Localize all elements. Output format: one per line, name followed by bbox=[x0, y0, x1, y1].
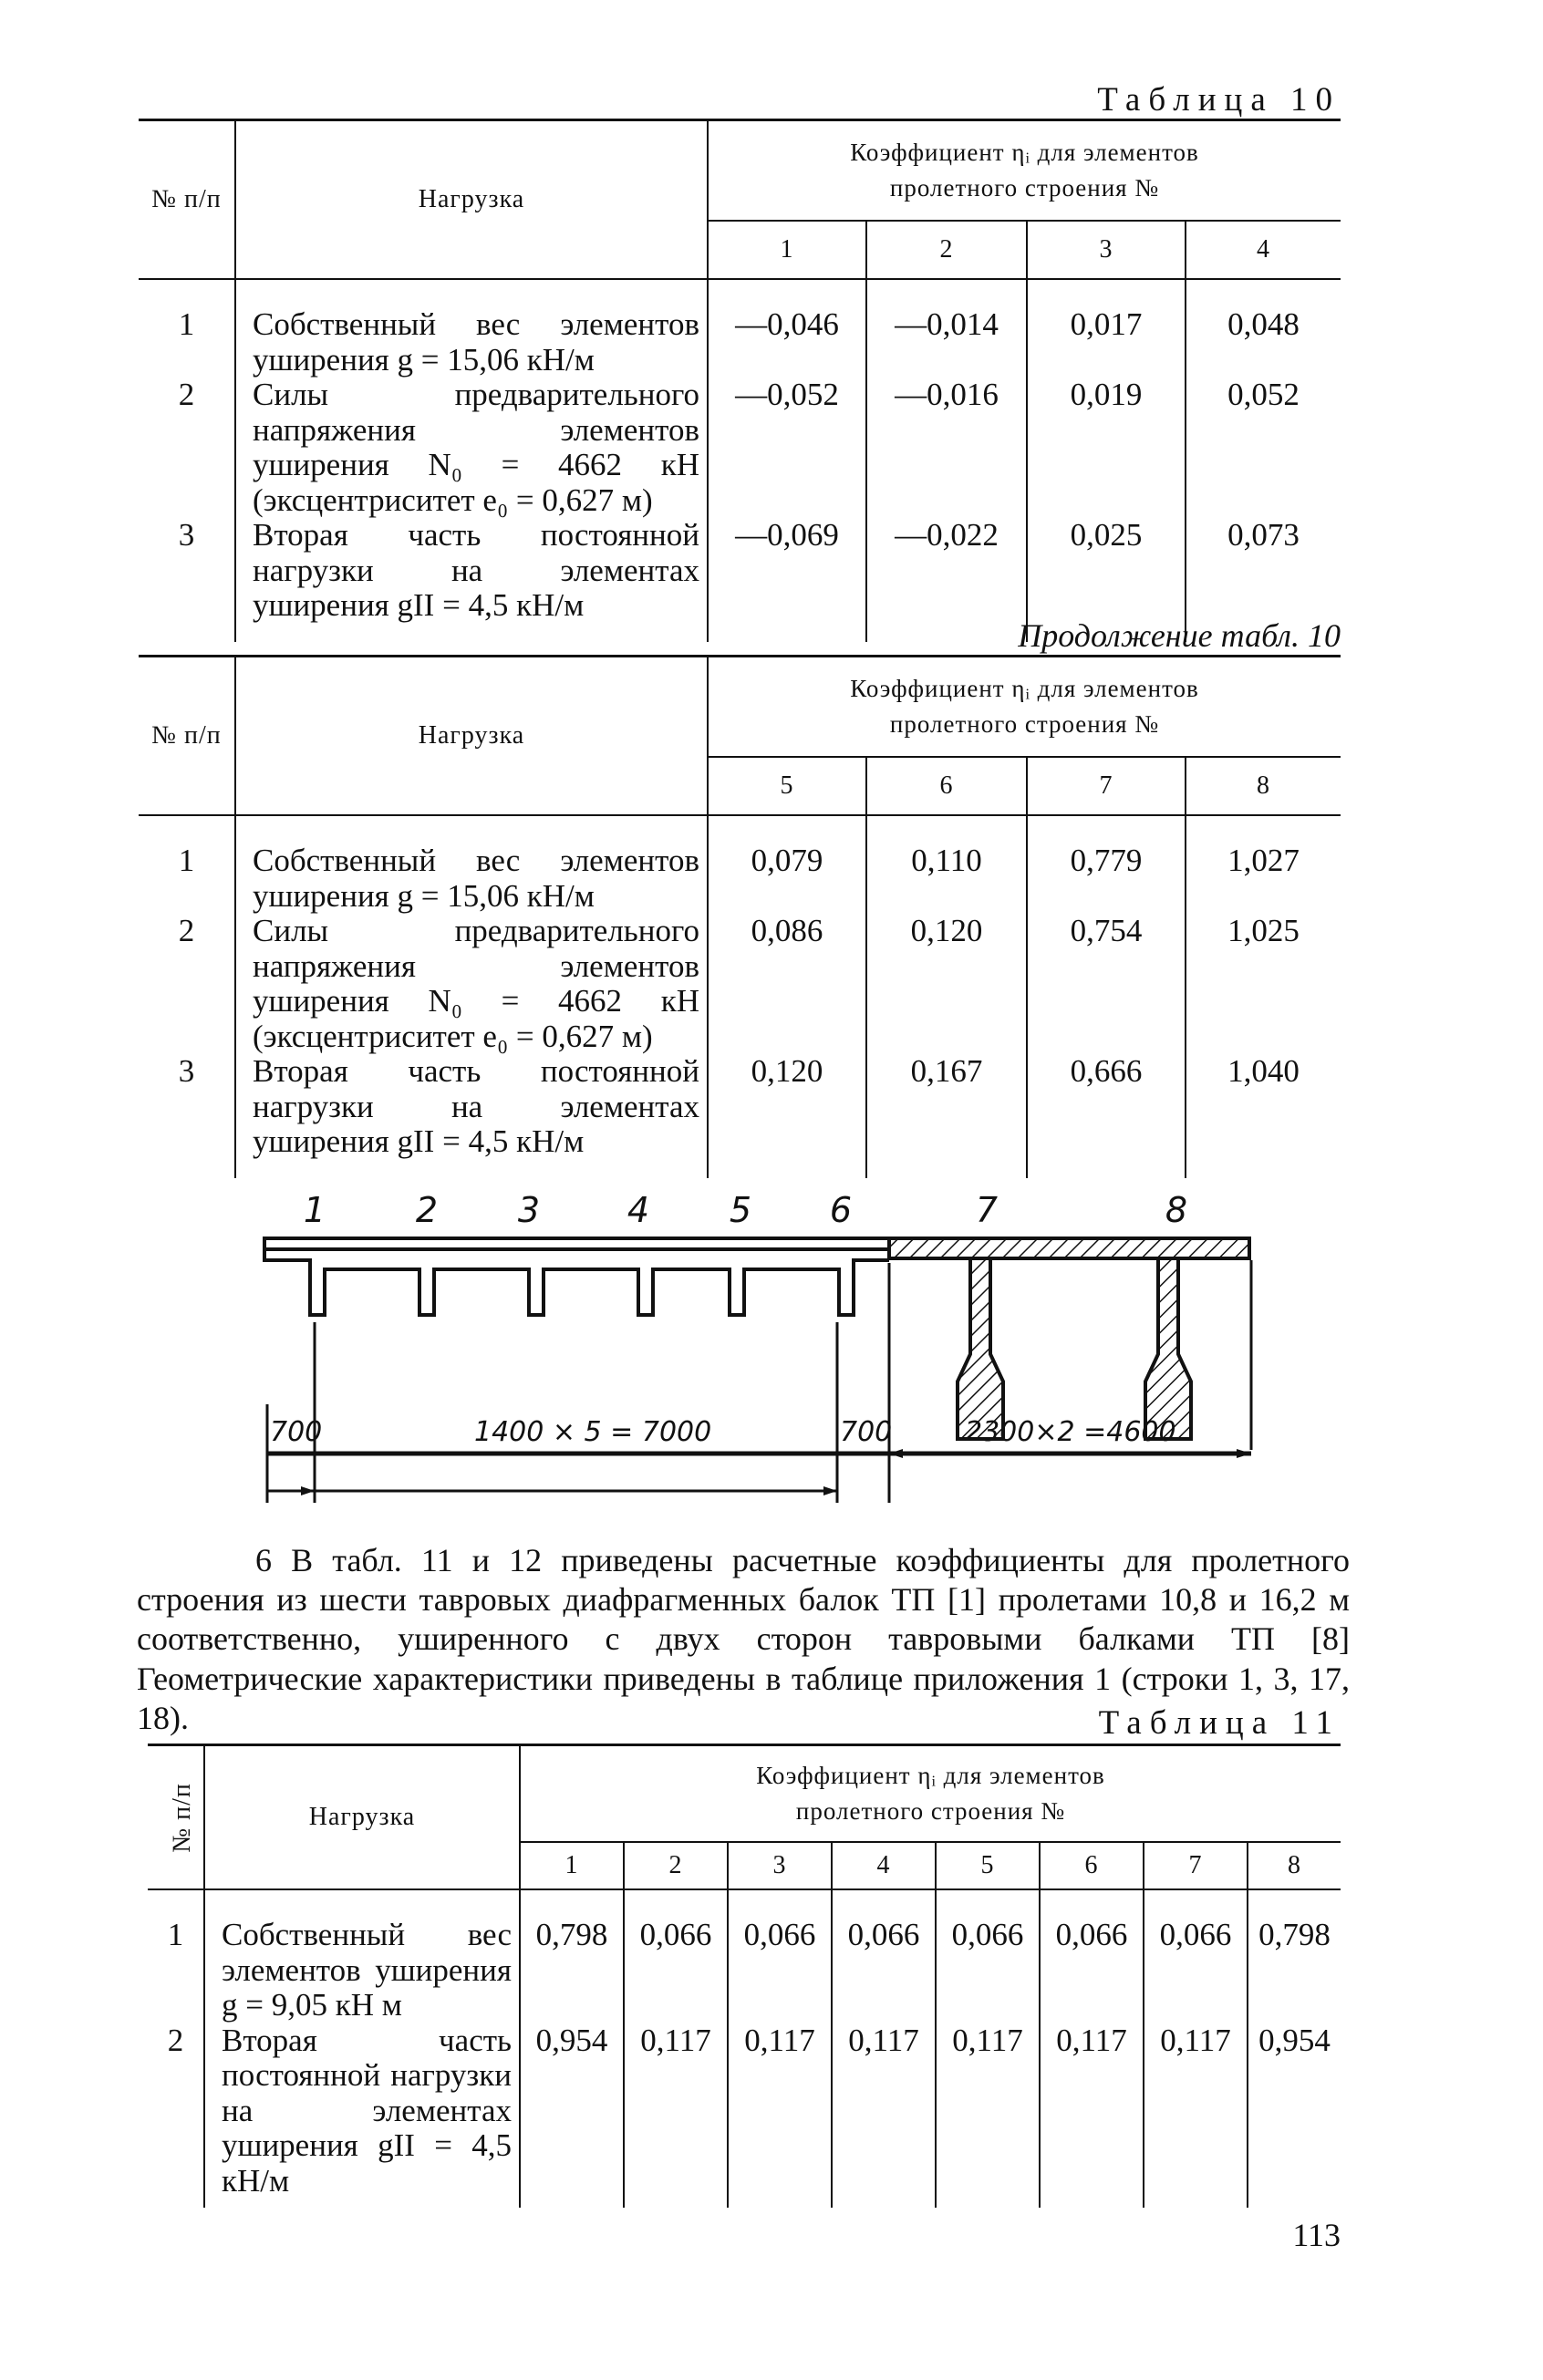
existing-deck-outline bbox=[264, 1238, 889, 1315]
cell-value: 0,754 bbox=[1027, 914, 1186, 1054]
cell-value: 0,120 bbox=[866, 914, 1027, 1054]
row-load: Собственный вес элементов уширения g = 9,05 кН м bbox=[204, 1889, 520, 2023]
table-row bbox=[139, 815, 1341, 914]
row-load: Силы предварительного напряжения элементов уширения N₀ = 4662 кН (эксцентриситет e₀ = 0,627 м) bbox=[235, 914, 708, 1054]
table-10-continued bbox=[139, 655, 1341, 1178]
cell-value: 0,117 bbox=[1040, 2023, 1144, 2209]
table-row bbox=[139, 914, 1341, 1054]
cell-value: 0,025 bbox=[1027, 518, 1186, 642]
dimension-lines bbox=[267, 1260, 1251, 1503]
dim-right-label: 700 bbox=[840, 1416, 893, 1448]
cell-value: 0,066 bbox=[624, 1889, 728, 2023]
cell-value: 0,666 bbox=[1027, 1054, 1186, 1178]
element-label: 8 bbox=[1165, 1190, 1188, 1230]
table-11-header-no: № п/п bbox=[148, 1745, 204, 1890]
cell-value: 0,052 bbox=[1186, 378, 1341, 518]
table-10c-header-load: Нагрузка bbox=[235, 657, 708, 816]
table-10c-header-no: № п/п bbox=[139, 657, 235, 816]
cell-value: 0,779 bbox=[1027, 815, 1186, 914]
cell-value: 0,120 bbox=[708, 1054, 866, 1178]
cell-value: 0,066 bbox=[832, 1889, 936, 2023]
row-number: 2 bbox=[178, 377, 195, 412]
table-11-col: 7 bbox=[1144, 1842, 1248, 1889]
row-load: Вторая часть постоянной нагрузки на элементах уширения gII = 4,5 кН/м bbox=[235, 518, 708, 642]
table-10c-col-6: 6 bbox=[866, 757, 1027, 815]
table-11-col: 1 bbox=[520, 1842, 624, 1889]
table-10-header-coef: Коэффициент ηᵢ для элементов пролетного строения № bbox=[708, 120, 1341, 222]
row-load: Вторая часть постоянной нагрузки на элементах уширения gII = 4,5 кН/м bbox=[235, 1054, 708, 1178]
element-label: 7 bbox=[975, 1190, 999, 1230]
cell-value: 1,027 bbox=[1186, 815, 1341, 914]
table-11-col: 5 bbox=[936, 1842, 1040, 1889]
row-number: 1 bbox=[178, 306, 195, 342]
table-10-continued-caption: Продолжение табл. 10 bbox=[1018, 617, 1341, 654]
cell-value: 0,110 bbox=[866, 815, 1027, 914]
body-paragraph: 6 В табл. 11 и 12 приведены расчетные коэффициенты для пролетного строения из шести тавровых диафрагменных балок ТП [1] пролетами 10,8 и 16,2 м соответственно, уширенного с двух сторон тавровыми балками ТП [8] Геометрические характеристики приведены в таблице приложения 1 (строки 1, 3, 17, 18). bbox=[137, 1542, 1350, 1736]
table-11-col: 8 bbox=[1248, 1842, 1341, 1889]
table-10-caption: Таблица 10 bbox=[1097, 81, 1341, 119]
row-load: Собственный вес элементов уширения g = 15,06 кН/м bbox=[235, 815, 708, 914]
table-10c-col-8: 8 bbox=[1186, 757, 1341, 815]
cell-value: 0,117 bbox=[1144, 2023, 1248, 2209]
cell-value: —0,052 bbox=[708, 378, 866, 518]
cell-value: —0,016 bbox=[866, 378, 1027, 518]
cell-value: 0,117 bbox=[624, 2023, 728, 2209]
table-11-caption: Таблица 11 bbox=[1098, 1704, 1341, 1742]
row-load: Силы предварительного напряжения элементов уширения N₀ = 4662 кН (эксцентриситет e₀ = 0,627 м) bbox=[235, 378, 708, 518]
row-load: Собственный вес элементов уширения g = 15,06 кН/м bbox=[235, 279, 708, 378]
row-number: 1 bbox=[167, 1917, 184, 1952]
row-number: 3 bbox=[178, 517, 195, 553]
cell-value: 0,066 bbox=[728, 1889, 832, 2023]
element-label: 6 bbox=[829, 1190, 853, 1230]
cell-value: 0,954 bbox=[1248, 2023, 1341, 2209]
table-10-header-load: Нагрузка bbox=[235, 120, 708, 280]
cell-value: 0,073 bbox=[1186, 518, 1341, 642]
cell-value: 0,167 bbox=[866, 1054, 1027, 1178]
cell-value: 0,117 bbox=[936, 2023, 1040, 2209]
table-row bbox=[139, 279, 1341, 378]
table-10 bbox=[139, 119, 1341, 642]
row-number: 1 bbox=[178, 843, 195, 878]
table-row bbox=[139, 378, 1341, 518]
table-row bbox=[139, 1054, 1341, 1178]
table-11-header-load: Нагрузка bbox=[204, 1745, 520, 1890]
element-label: 3 bbox=[517, 1190, 541, 1230]
cell-value: 0,066 bbox=[1040, 1889, 1144, 2023]
element-label: 2 bbox=[415, 1190, 439, 1230]
cell-value: 0,066 bbox=[936, 1889, 1040, 2023]
table-10c-header-coef: Коэффициент ηᵢ для элементов пролетного строения № bbox=[708, 657, 1341, 758]
row-number: 2 bbox=[178, 913, 195, 948]
table-10-col-3: 3 bbox=[1027, 221, 1186, 279]
widening-t-beams bbox=[889, 1238, 1249, 1439]
dim-left-label: 700 bbox=[270, 1416, 323, 1448]
cell-value: 0,048 bbox=[1186, 279, 1341, 378]
table-row bbox=[148, 2023, 1341, 2209]
element-label: 1 bbox=[303, 1190, 326, 1230]
cell-value: 1,025 bbox=[1186, 914, 1341, 1054]
table-row bbox=[148, 1889, 1341, 2023]
cell-value: 0,798 bbox=[1248, 1889, 1341, 2023]
cell-value: 0,117 bbox=[832, 2023, 936, 2209]
bridge-cross-section-diagram bbox=[0, 1176, 1543, 1523]
table-10c-col-7: 7 bbox=[1027, 757, 1186, 815]
cell-value: 0,117 bbox=[728, 2023, 832, 2209]
dim-main-label: 1400 × 5 = 7000 bbox=[474, 1416, 712, 1448]
cell-value: —0,069 bbox=[708, 518, 866, 642]
table-10c-col-5: 5 bbox=[708, 757, 866, 815]
cell-value: 0,079 bbox=[708, 815, 866, 914]
cell-value: —0,046 bbox=[708, 279, 866, 378]
cell-value: 0,086 bbox=[708, 914, 866, 1054]
dim-ext-label: 2300×2 =4600 bbox=[965, 1416, 1176, 1448]
table-11 bbox=[148, 1744, 1341, 2208]
table-11-col: 6 bbox=[1040, 1842, 1144, 1889]
cell-value: 0,066 bbox=[1144, 1889, 1248, 2023]
table-10-col-4: 4 bbox=[1186, 221, 1341, 279]
table-11-col: 2 bbox=[624, 1842, 728, 1889]
table-11-col: 4 bbox=[832, 1842, 936, 1889]
table-10-col-1: 1 bbox=[708, 221, 866, 279]
page-number: 113 bbox=[1292, 2217, 1341, 2253]
table-11-header-coef: Коэффициент ηᵢ для элементов пролетного строения № bbox=[520, 1745, 1341, 1843]
row-load: Вторая часть постоянной нагрузки на элементах уширения gII = 4,5 кН/м bbox=[204, 2023, 520, 2209]
cell-value: —0,022 bbox=[866, 518, 1027, 642]
table-10-col-2: 2 bbox=[866, 221, 1027, 279]
cell-value: 1,040 bbox=[1186, 1054, 1341, 1178]
dimension-arrows bbox=[301, 1449, 1251, 1495]
cell-value: 0,954 bbox=[520, 2023, 624, 2209]
element-label: 5 bbox=[729, 1190, 752, 1230]
row-number: 3 bbox=[178, 1053, 195, 1089]
cell-value: 0,017 bbox=[1027, 279, 1186, 378]
cell-value: 0,798 bbox=[520, 1889, 624, 2023]
table-11-col: 3 bbox=[728, 1842, 832, 1889]
row-number: 2 bbox=[167, 2022, 184, 2058]
cell-value: 0,019 bbox=[1027, 378, 1186, 518]
cell-value: —0,014 bbox=[866, 279, 1027, 378]
element-label: 4 bbox=[627, 1190, 650, 1230]
table-10-header-no: № п/п bbox=[139, 120, 235, 280]
